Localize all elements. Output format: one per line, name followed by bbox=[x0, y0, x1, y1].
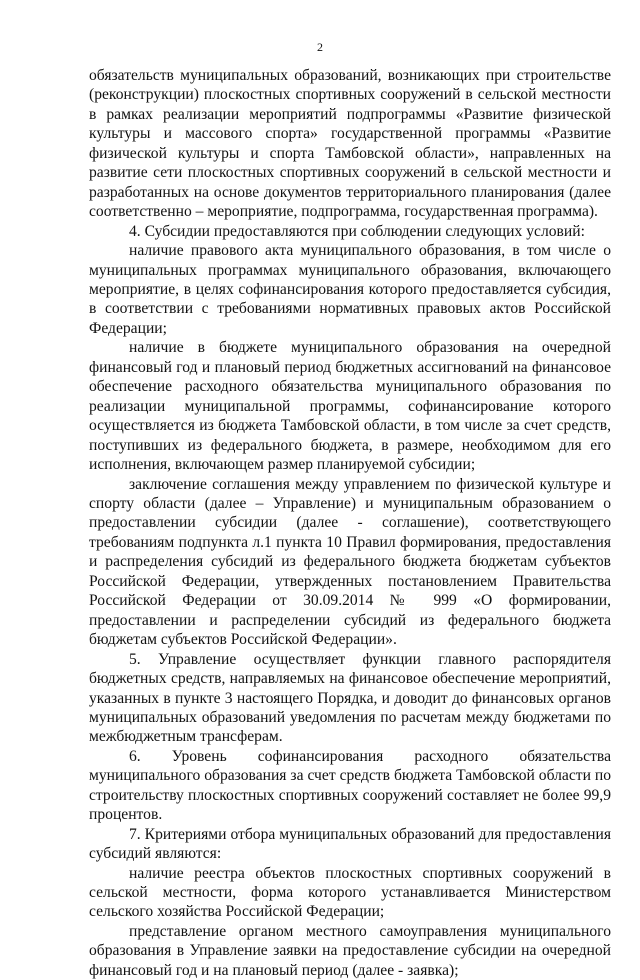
paragraph-criterion-registry: наличие реестра объектов плоскостных спортивных сооружений в сельской местности, форма которого устанавливается Министерством сельского хозяйства Российской Федерации; bbox=[89, 864, 611, 921]
paragraph-item-7: 7. Критериями отбора муниципальных образований для предоставления субсидий являются: bbox=[89, 825, 611, 863]
paragraph-continuation: обязательств муниципальных образований, возникающих при строительстве (реконструкции) плоскостных спортивных сооружений в сельской местности в рамках реализации мероприятий подпрограммы «Развитие физической культуры и массового спорта» государственной программы «Развитие физической культуры и спорта Тамбовской области», направленных на развитие сети плоскостных спортивных сооружений в сельской местности и разработанных на основе документов территориального планирования (далее соответственно – мероприятие, подпрограмма, государственная программа). bbox=[89, 67, 611, 221]
paragraph-criterion-application: представление органом местного самоуправления муниципального образования в Управление заявки на предоставление субсидии на очередной финансовый год и на плановый период (далее - заявка); bbox=[89, 922, 611, 979]
paragraph-item-4: 4. Субсидии предоставляются при соблюдении следующих условий: bbox=[129, 222, 585, 240]
page-number: 2 bbox=[317, 40, 323, 54]
paragraph-item-6: 6. Уровень софинансирования расходного обязательства муниципального образования за счет средств бюджета Тамбовской области по строительству плоскостных спортивных сооружений составляет не более 99,9 процентов. bbox=[89, 747, 611, 824]
paragraph-item-5: 5. Управление осуществляет функции главного распорядителя бюджетных средств, направляемых на финансовое обеспечение мероприятий, указанных в пункте 3 настоящего Порядка, и доводит до финансовых органов муниципальных образований уведомления по расчетам между бюджетами по межбюджетным трансферам. bbox=[89, 650, 611, 746]
paragraph-condition-budget: наличие в бюджете муниципального образования на очередной финансовый год и плановый период бюджетных ассигнований на финансовое обеспечение расходного обязательства муниципального образования по реализации муниципальной программы, софинансирование которого осуществляется из бюджета Тамбовской области, в том числе за счет средств, поступивших из федерального бюджета, в размере, необходимом для его исполнения, включающем размер планируемой субсидии; bbox=[89, 339, 611, 474]
paragraph-condition-agreement: заключение соглашения между управлением по физической культуре и спорту области (далее – Управление) и муниципальным образованием о предоставлении субсидии (далее - соглашение), соответствующего требованиям подпункта л.1 пункта 10 Правил формирования, предоставления и распределения субсидий из федерального бюджета бюджетам субъектов Российской Федерации, утвержденных постановлением Правительства Российской Федерации от 30.09.2014 № 999 «О формировании, предоставлении и распределении субсидий из федерального бюджета бюджетам субъектов Российской Федерации». bbox=[89, 475, 611, 649]
document-body bbox=[89, 66, 611, 980]
paragraph-condition-legal-act: наличие правового акта муниципального образования, в том числе о муниципальных программах муниципального образования, включающего мероприятие, в целях софинансирования которого предоставляется субсидия, в соответствии с требованиями нормативных правовых актов Российской Федерации; bbox=[89, 242, 611, 337]
